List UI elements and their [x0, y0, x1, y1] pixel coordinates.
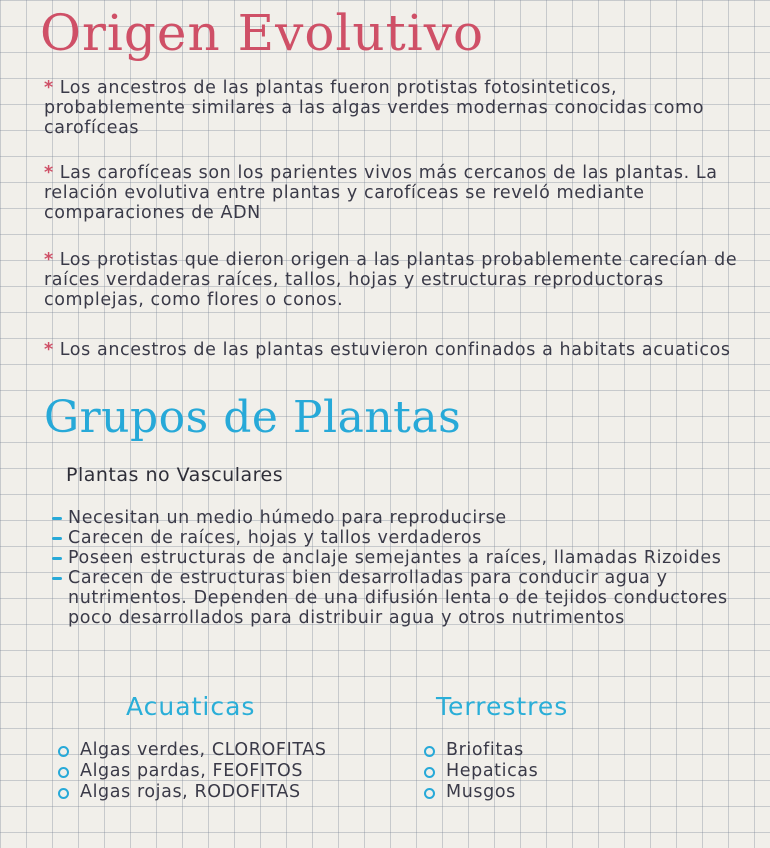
list-item: Musgos: [424, 782, 538, 803]
non-vascular-traits-list: [50, 508, 760, 628]
paragraph-text: Los ancestros de las plantas fueron protistas fotosinteticos, probablemente similares a las algas verdes modernas conocidas como carofíceas: [44, 78, 705, 138]
column-title-terrestres: Terrestres: [436, 692, 569, 721]
list-item: Necesitan un medio húmedo para reproducirse: [50, 508, 760, 528]
paragraph-carofices: [44, 163, 754, 223]
list-item: Briofitas: [424, 740, 538, 761]
paragraph-ancestros: [44, 78, 754, 138]
list-item: Algas rojas, RODOFITAS: [58, 782, 327, 803]
list-item: Algas verdes, CLOROFITAS: [58, 740, 327, 761]
asterisk-icon: *: [44, 340, 54, 360]
paragraph-text: Los ancestros de las plantas estuvieron confinados a habitats acuaticos: [59, 340, 731, 360]
list-item: Hepaticas: [424, 761, 538, 782]
section-title-grupos-de-plantas: Grupos de Plantas: [44, 392, 462, 443]
paragraph-habitats: [44, 340, 754, 360]
list-item: Carecen de raíces, hojas y tallos verdaderos: [50, 528, 760, 548]
terrestrial-groups-list: [424, 740, 538, 803]
column-title-acuaticas: Acuaticas: [126, 692, 256, 721]
paragraph-text: Las carofíceas son los parientes vivos más cercanos de las plantas. La relación evolutiva entre plantas y carofíceas se reveló mediante comparaciones de ADN: [44, 163, 718, 223]
section-title-origen-evolutivo: Origen Evolutivo: [40, 4, 485, 62]
asterisk-icon: *: [44, 78, 54, 98]
asterisk-icon: *: [44, 163, 54, 183]
list-item: Carecen de estructuras bien desarrolladas para conducir agua y nutrimentos. Dependen de una difusión lenta o de tejidos conductores poco desarrollados para distribuir agua y otros nutrimentos: [50, 568, 760, 628]
paragraph-text: Los protistas que dieron origen a las plantas probablemente carecían de raíces verdaderas raíces, tallos, hojas y estructuras reproductoras complejas, como flores o conos.: [44, 250, 738, 310]
aquatic-groups-list: [58, 740, 327, 803]
asterisk-icon: *: [44, 250, 54, 270]
subheading-plantas-no-vasculares: Plantas no Vasculares: [66, 464, 284, 486]
list-item: Poseen estructuras de anclaje semejantes a raíces, llamadas Rizoides: [50, 548, 760, 568]
list-item: Algas pardas, FEOFITOS: [58, 761, 327, 782]
paragraph-protistas: [44, 250, 754, 310]
